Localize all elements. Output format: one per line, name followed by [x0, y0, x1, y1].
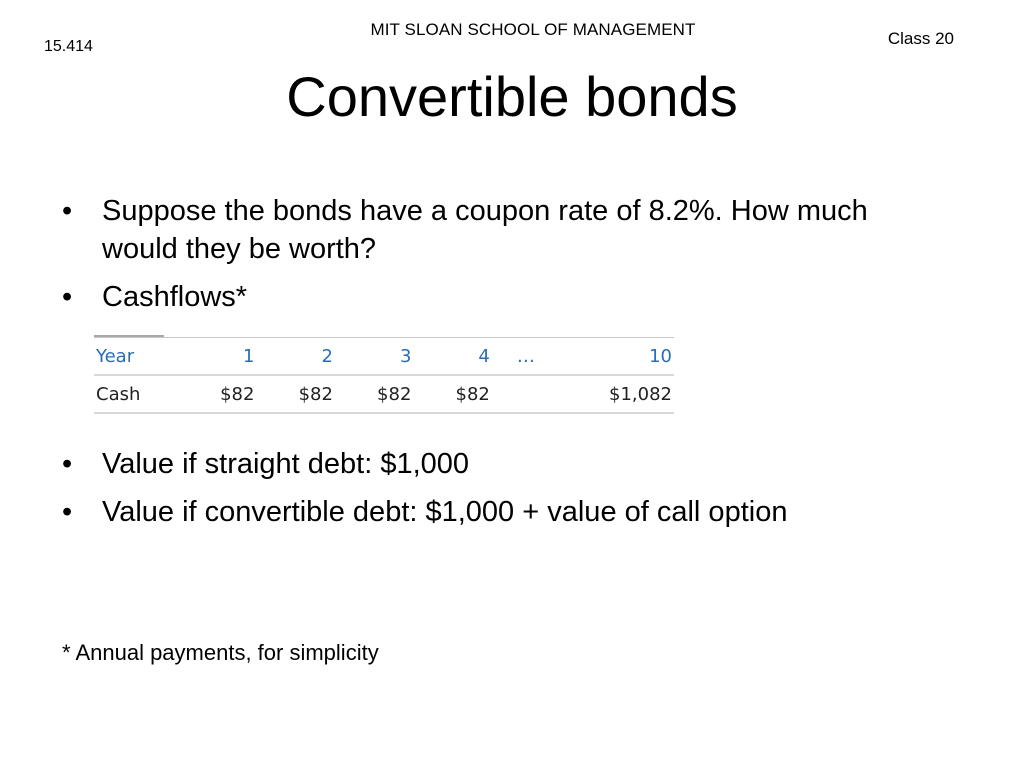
header-cell: Year — [94, 338, 178, 376]
bullet-dot: • — [62, 281, 73, 313]
bullet-dot: • — [62, 496, 73, 528]
table-cell: Cash — [94, 375, 178, 413]
header-cell: … — [492, 338, 537, 376]
table-cell: $82 — [413, 375, 491, 413]
bullet-dot: • — [62, 195, 73, 227]
bullet-item — [62, 445, 942, 483]
bullet-list-top — [62, 192, 942, 326]
footnote: * Annual payments, for simplicity — [62, 640, 379, 665]
table-row — [94, 375, 674, 413]
school-header: MIT SLOAN SCHOOL OF MANAGEMENT — [370, 20, 696, 39]
header-cell: 1 — [178, 338, 256, 376]
table-cell: $82 — [335, 375, 413, 413]
bullet-text: Cashflows* — [102, 281, 248, 313]
bullet-text: Value if convertible debt: $1,000 + value of call option — [102, 496, 788, 528]
bullet-dot: • — [62, 448, 73, 480]
bullet-item — [62, 192, 942, 268]
bullet-list-bottom — [62, 445, 942, 541]
table-header-row — [94, 338, 674, 376]
class-label: Class 20 — [887, 29, 954, 48]
header-cell: 4 — [413, 338, 491, 376]
header-cell: 2 — [256, 338, 334, 376]
bullet-item — [62, 493, 942, 531]
table-cell: $82 — [256, 375, 334, 413]
course-number: 15.414 — [44, 38, 93, 55]
bullet-text: Value if straight debt: $1,000 — [102, 448, 470, 480]
header-cell: 3 — [335, 338, 413, 376]
table-cell — [492, 375, 537, 413]
header-cell: 10 — [537, 338, 674, 376]
bullet-text: Suppose the bonds have a coupon rate of 8.2%. How much would they be worth? — [102, 195, 868, 265]
slide-title: Convertible bonds — [286, 65, 738, 128]
bullet-item — [62, 278, 942, 316]
table-cell: $1,082 — [537, 375, 674, 413]
cashflow-table — [94, 337, 674, 414]
table-cell: $82 — [178, 375, 256, 413]
